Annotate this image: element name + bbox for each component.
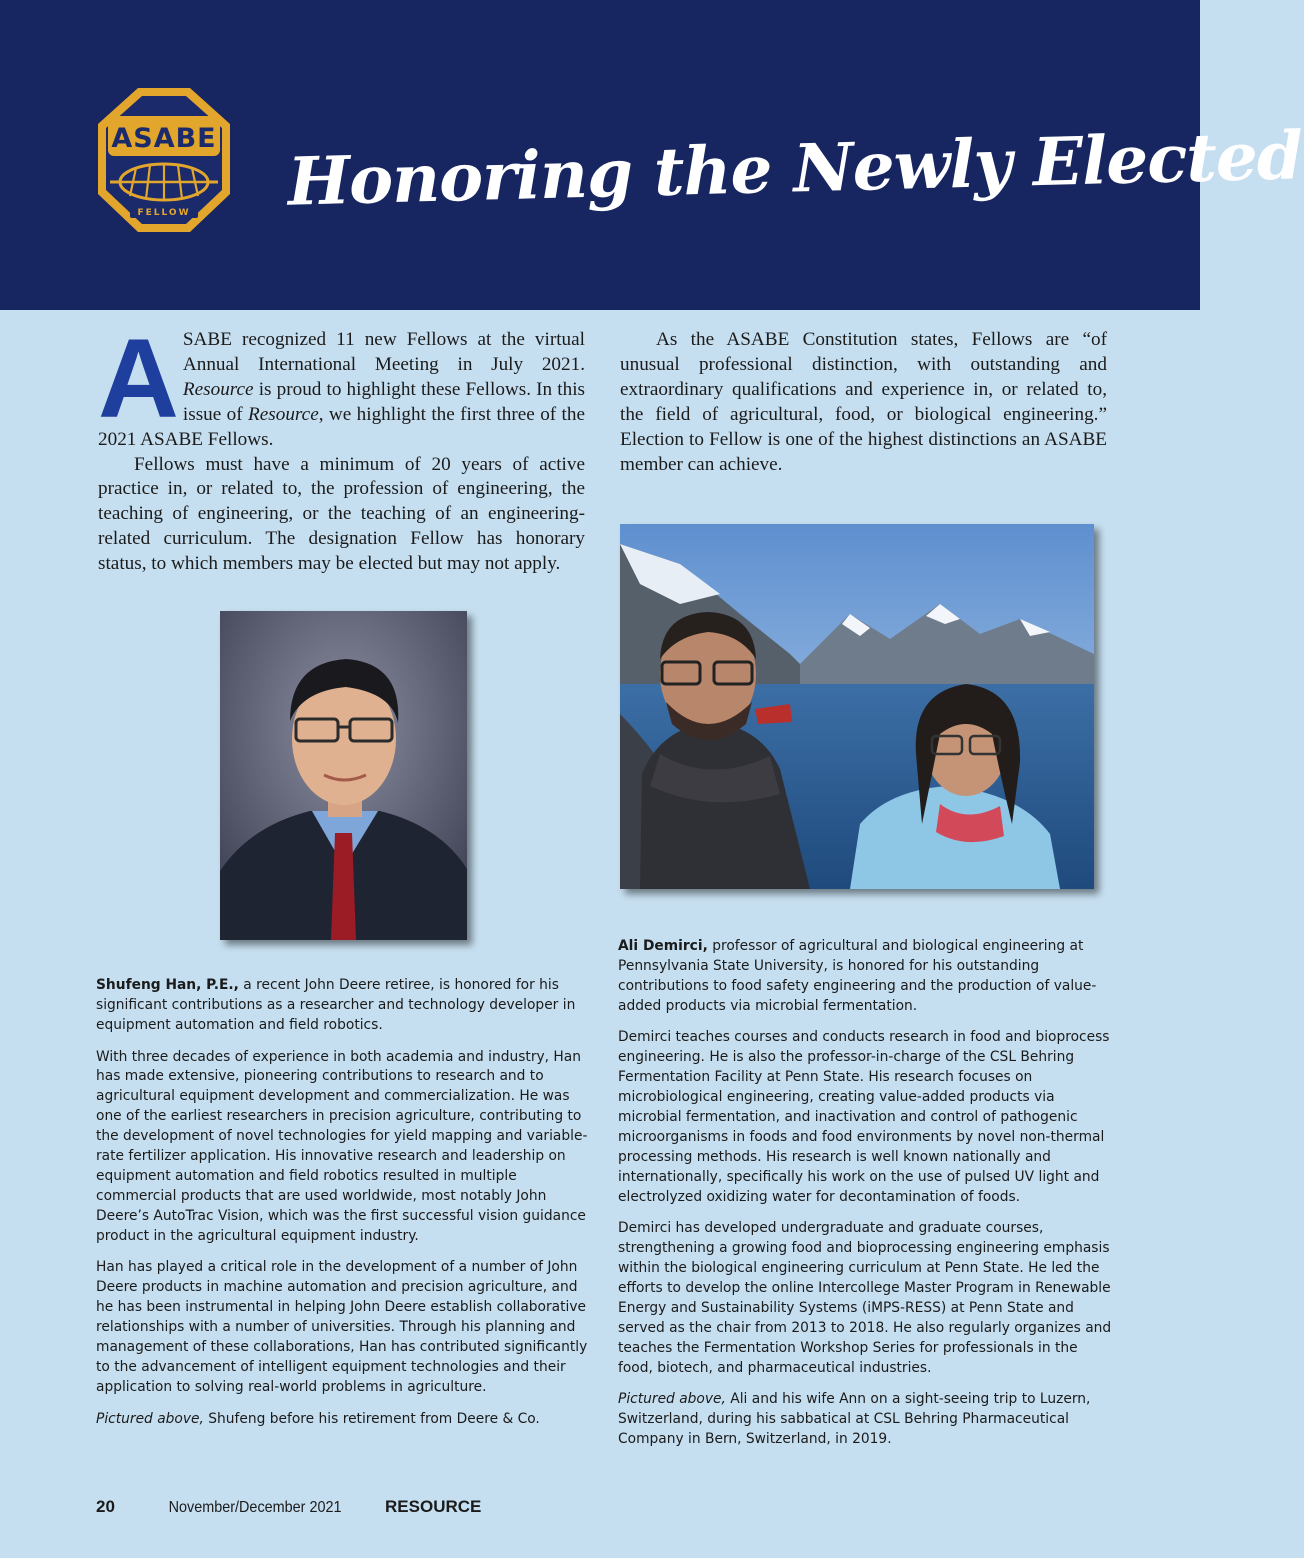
demirci-bio-paragraph: Demirci teaches courses and conducts research in food and bioprocess engineering. He is also the professor-in-charge of the CSL Behring Fermentation Facility at Penn State. His research focuses on microbiological engineering, creating value-added products via microbial fermentation, and inactivation and control of pathogenic microorganisms in foods and food environments by novel non-thermal processing methods. His research is well known nationally and internationally, specifically his work on the use of pulsed UV light and electrolyzed oxidizing water for decontamination of foods.	[618, 1029, 1110, 1205]
intro-left-column	[98, 316, 585, 577]
page-footer	[96, 1497, 481, 1519]
han-bio-paragraph: Han has played a critical role in the development of a number of John Deere products in machine automation and precision agriculture, and he has been instrumental in helping John Deere establish collaborative relationships with a number of universities. Through his planning and management of these collaborations, Han has contributed significantly to the advancement of intelligent equipment technologies and their application to solving real-world problems in agriculture.	[96, 1259, 588, 1395]
page-number: 20	[96, 1497, 115, 1516]
svg-text:ASABE: ASABE	[111, 123, 217, 154]
intro-paragraph-3: As the ASABE Constitution states, Fellows are “of unusual professional distinction, with outstanding and extraordinary qualifications and experience in, or related to, the field of agricultural, food, or biological engineering.” Election to Fellow is one of the highest distinctions an ASABE member can achieve.	[620, 329, 1107, 475]
intro-paragraph-1: ASABE recognized 11 new Fellows at the virtual Annual International Meeting in July 2021. Resource is proud to highlight these Fellows. In this issue of Resource, we highlight the first three of the 2021 ASABE Fellows.	[98, 316, 585, 450]
intro-right-column	[620, 328, 1107, 477]
demirci-bio	[618, 937, 1114, 1462]
header-banner	[0, 0, 1303, 310]
demirci-photo-caption: Pictured above, Ali and his wife Ann on a sight-seeing trip to Luzern, Switzerland, during his sabbatical at CSL Behring Pharmaceutical Company in Bern, Switzerland, in 2019.	[618, 1391, 1091, 1448]
publication-title: RESOURCE	[385, 1497, 482, 1516]
publication-name: Resource	[248, 403, 319, 425]
intro-paragraph-2: Fellows must have a minimum of 20 years of active practice in, or related to, the profession of engineering, the teaching of engineering, or the teaching of an engineering-related curriculum. The designation Fellow has honorary status, to which members may be elected but may not apply.	[98, 453, 585, 575]
fellow-name: Shufeng Han, P.E.,	[96, 977, 239, 993]
drop-cap: A	[98, 316, 179, 441]
svg-text:FELLOW: FELLOW	[137, 208, 191, 218]
demirci-bio-lead: Ali Demirci, professor of agricultural and biological engineering at Pennsylvania State University, is honored for his outstanding contributions to food safety engineering and the production of value-added products via microbial fermentation.	[618, 938, 1097, 1014]
demirci-bio-paragraph: Demirci has developed undergraduate and graduate courses, strengthening a growing food and bioprocessing engineering emphasis within the biological engineering curriculum at Penn State. He led the efforts to develop the online Intercollege Master Program in Renewable Energy and Sustainability Systems (iMPS-RESS) at Penn State and served as the chair from 2013 to 2018. He also regularly organizes and teaches the Fermentation Workshop Series for professionals in the food, biotech, and pharmaceutical industries.	[618, 1220, 1112, 1376]
han-bio	[96, 976, 588, 1441]
han-photo-caption: Pictured above, Shufeng before his retirement from Deere & Co.	[96, 1410, 540, 1427]
badge-emblem-icon	[96, 86, 232, 234]
asabe-fellow-badge	[96, 86, 232, 234]
han-bio-lead: Shufeng Han, P.E., a recent John Deere retiree, is honored for his significant contributions as a researcher and technology developer in equipment automation and field robotics.	[96, 977, 576, 1033]
page-title: Honoring the Newly Elected	[286, 116, 1303, 221]
shufeng-han-photo	[220, 611, 467, 940]
han-bio-paragraph: With three decades of experience in both academia and industry, Han has made extensive, pioneering contributions to research and to agricultural equipment development and commercialization. He was one of the earliest researchers in precision agriculture, contributing to the development of novel technologies for yield mapping and variable-rate fertilizer application. His innovative research and leadership on equipment automation and field robotics resulted in multiple commercial products that are used worldwide, most notably John Deere’s AutoTrac Vision, which was the first successful vision guidance product in the agricultural equipment industry.	[96, 1048, 588, 1244]
issue-date: November/December 2021	[168, 1499, 342, 1516]
publication-name: Resource	[182, 378, 254, 400]
ali-demirci-photo	[620, 524, 1094, 889]
fellow-name: Ali Demirci,	[618, 938, 708, 954]
